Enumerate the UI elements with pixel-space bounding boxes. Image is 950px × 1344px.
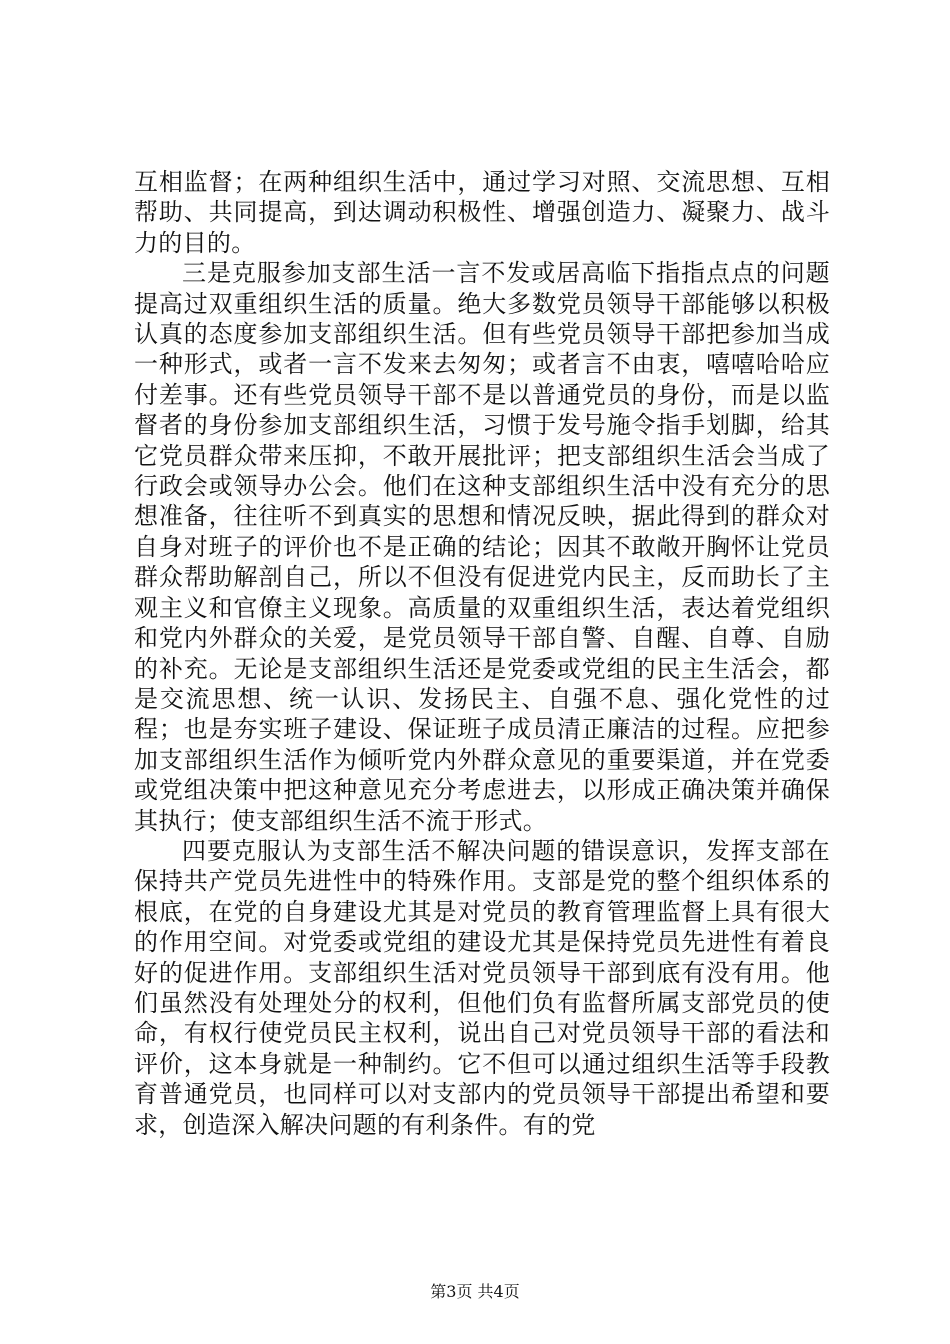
page-footer: 第3页 共4页	[430, 1282, 520, 1301]
paragraph-continuation: 互相监督；在两种组织生活中，通过学习对照、交流思想、互相帮助、共同提高，到达调动积极性、增强创造力、凝聚力、战斗力的目的。	[134, 168, 830, 257]
paragraph-point-four: 四要克服认为支部生活不解决问题的错误意识，发挥支部在保持共产党员先进性中的特殊作用。支部是党的整个组织体系的根底，在党的自身建设尤其是对党员的教育管理监督上具有很大的作用空间。对党委或党组的建设尤其是保持党员先进性有着良好的促进作用。支部组织生活对党员领导干部到底有没有用。他们虽然没有处理处分的权利，但他们负有监督所属支部党员的使命，有权行使党员民主权利，说出自己对党员领导干部的看法和评价，这本身就是一种制约。它不但可以通过组织生活等手段教育普通党员，也同样可以对支部内的党员领导干部提出希望和要求，创造深入解决问题的有利条件。有的党	[134, 836, 830, 1139]
paragraph-point-three: 三是克服参加支部生活一言不发或居高临下指指点点的问题提高过双重组织生活的质量。绝大多数党员领导干部能够以积极认真的态度参加支部组织生活。但有些党员领导干部把参加当成一种形式，或者一言不发来去匆匆；或者言不由衷，嘻嘻哈哈应付差事。还有些党员领导干部不是以普通党员的身份，而是以监督者的身份参加支部组织生活，习惯于发号施令指手划脚，给其它党员群众带来压抑，不敢开展批评；把支部组织生活会当成了行政会或领导办公会。他们在这种支部组织生活中没有充分的思想准备，往往听不到真实的思想和情况反映，据此得到的群众对自身对班子的评价也不是正确的结论；因其不敢敞开胸怀让党员群众帮助解剖自己，所以不但没有促进党内民主，反而助长了主观主义和官僚主义现象。高质量的双重组织生活，表达着党组织和党内外群众的关爱，是党员领导干部自警、自醒、自尊、自励的补充。无论是支部组织生活还是党委或党组的民主生活会，都是交流思想、统一认识、发扬民主、自强不息、强化党性的过程；也是夯实班子建设、保证班子成员清正廉洁的过程。应把参加支部组织生活作为倾听党内外群众意见的重要渠道，并在党委或党组决策中把这种意见充分考虑进去，以形成正确决策并确保其执行；使支部组织生活不流于形式。	[134, 259, 830, 835]
document-body	[134, 167, 830, 1140]
